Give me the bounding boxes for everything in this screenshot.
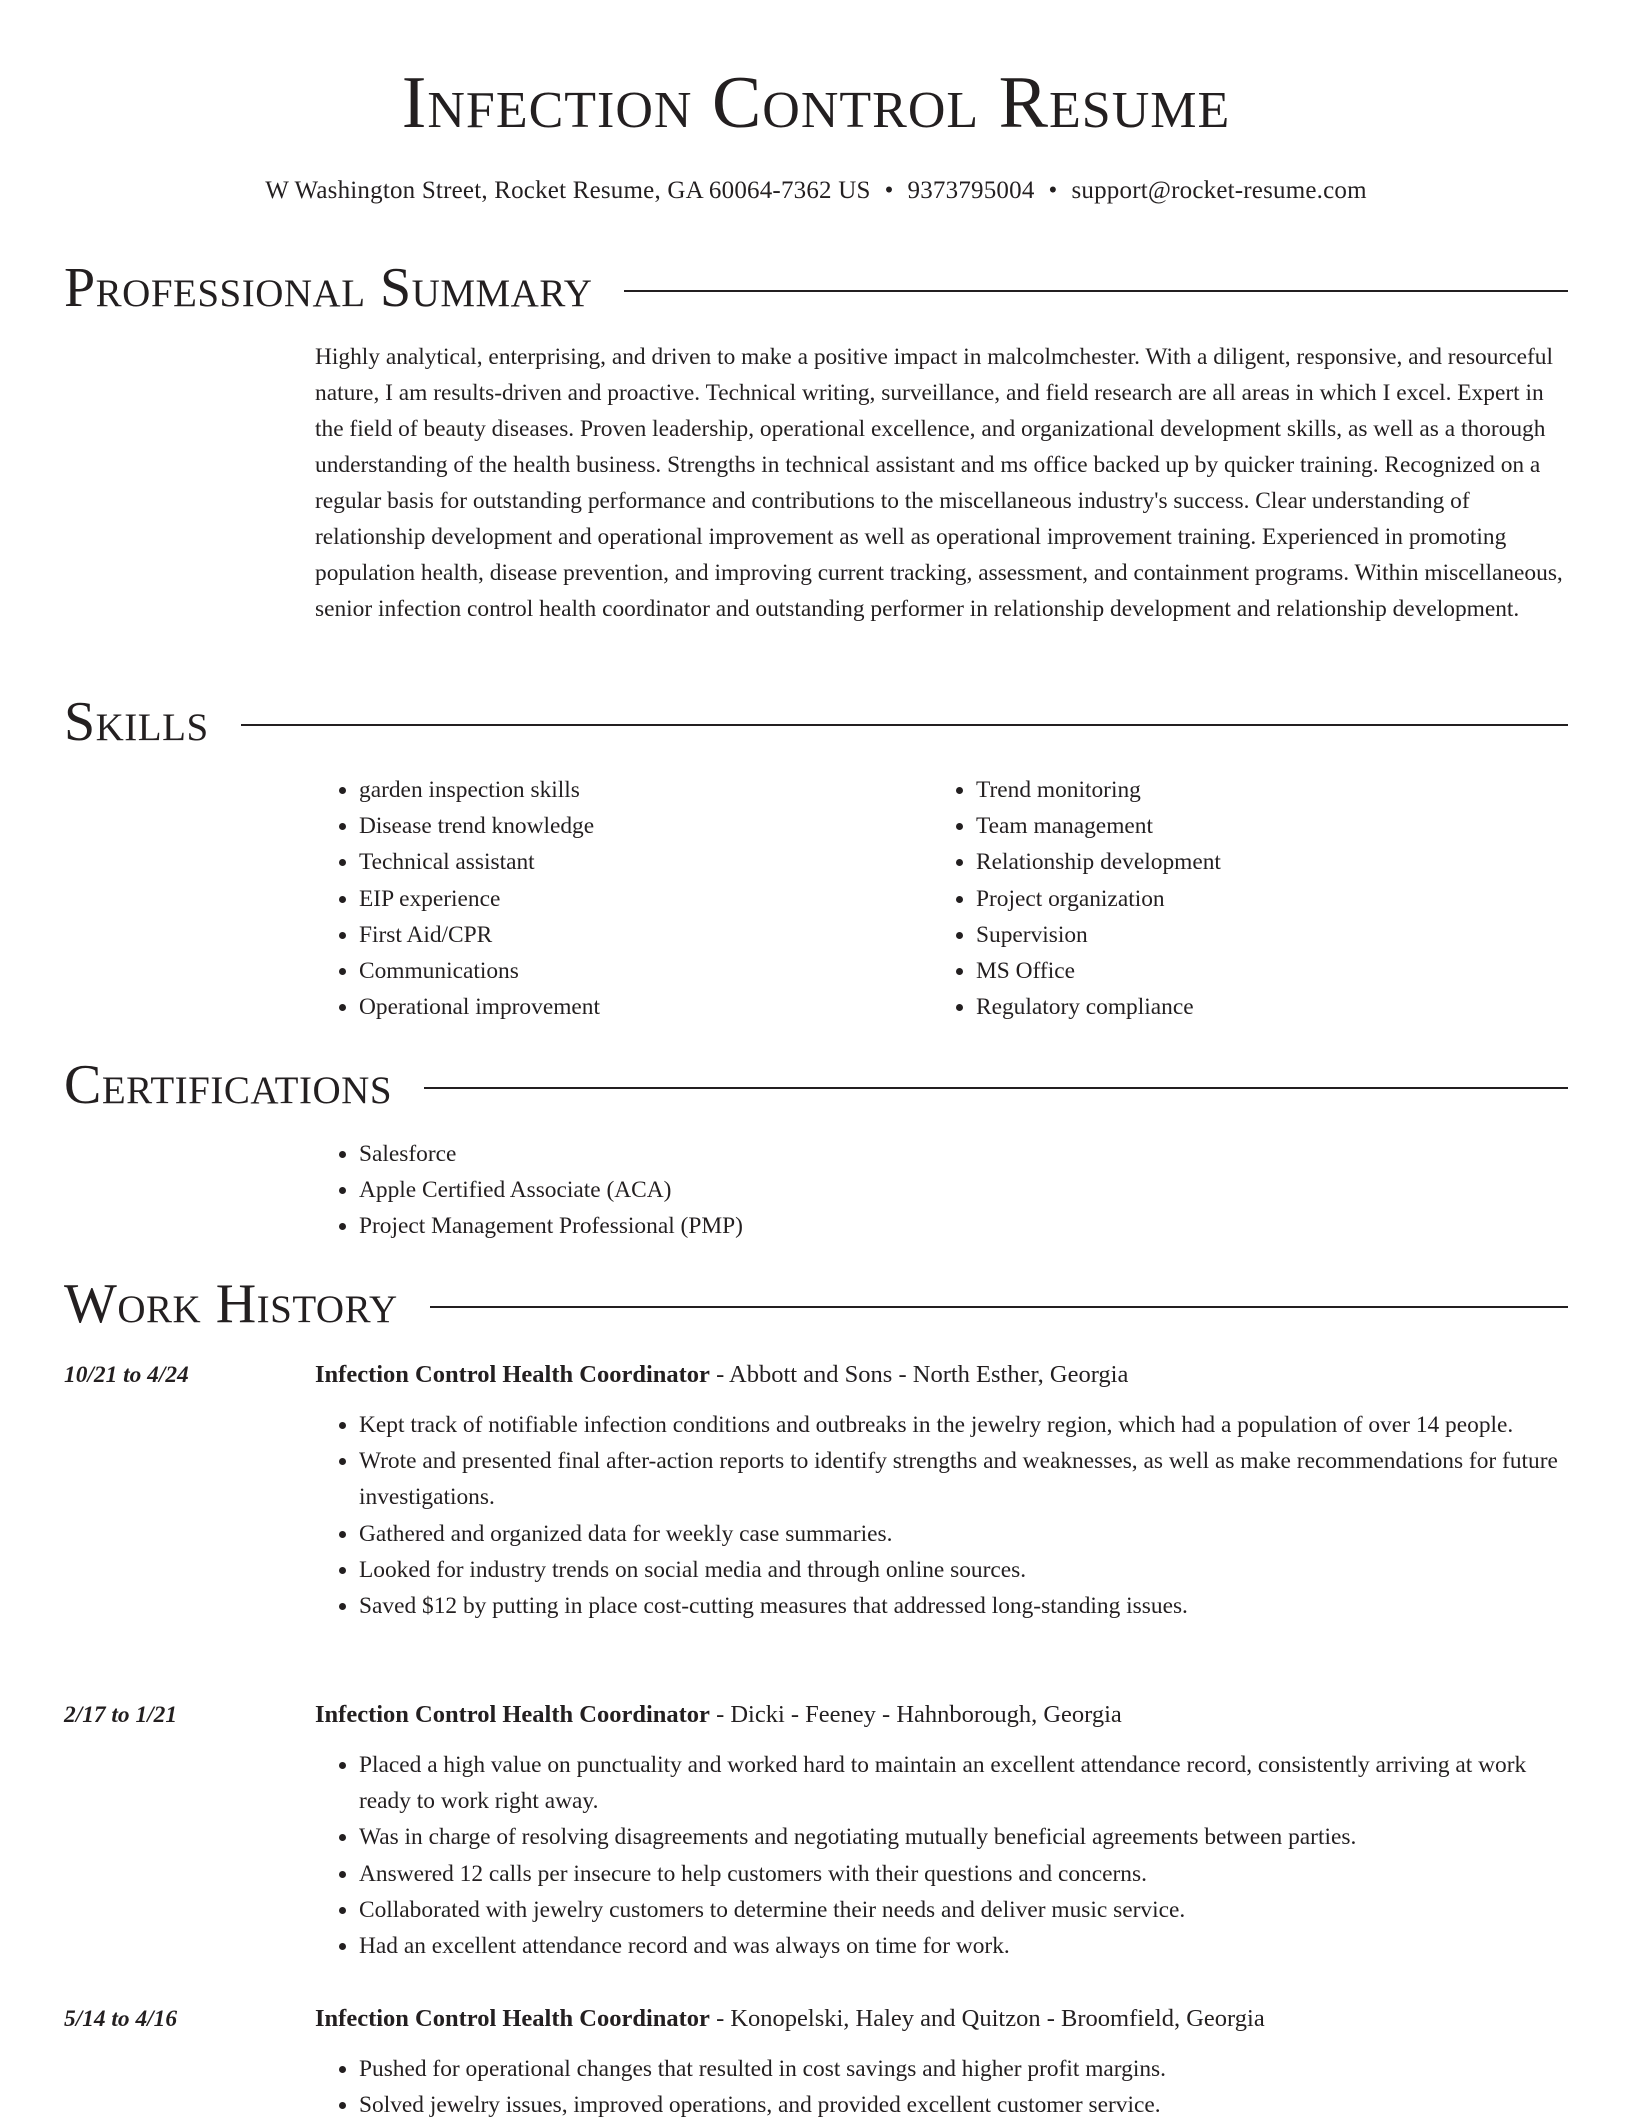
section-divider xyxy=(424,1087,1568,1089)
work-bullet: • Collaborated with jewelry customers to determine their needs and deliver music service. xyxy=(359,1892,1570,1928)
contact-address: W Washington Street, Rocket Resume, GA 60064-7362 US xyxy=(265,177,871,204)
contact-phone: 9373795004 xyxy=(907,177,1035,204)
skills-list-left xyxy=(315,772,600,1025)
work-title-line xyxy=(315,2001,1570,2037)
section-header-certifications xyxy=(64,1053,1568,1117)
work-bullet: • Solved jewelry issues, improved operations, and provided excellent customer service. xyxy=(359,2087,1570,2123)
section-divider xyxy=(430,1306,1568,1308)
job-company: - Dicki - Feeney - Hahnborough, Georgia xyxy=(709,1701,1122,1728)
job-company: - Abbott and Sons - North Esther, Georgia xyxy=(709,1361,1129,1388)
work-bullet: • Looked for industry trends on social media and through online sources. xyxy=(359,1552,1570,1588)
skill-item: • Supervision xyxy=(976,917,1221,953)
work-dates: 10/21 to 4/24 xyxy=(64,1362,189,1388)
job-title: Infection Control Health Coordinator xyxy=(315,1701,710,1728)
certifications-list xyxy=(315,1136,743,1245)
work-title-line xyxy=(315,1357,1570,1393)
resume-title: Infection Control Resume xyxy=(401,62,1231,144)
contact-line xyxy=(0,174,1632,208)
work-bullet: • Placed a high value on punctuality and worked hard to maintain an excellent attendance record, consistently arriving at work ready to work right away. xyxy=(359,1747,1570,1819)
skills-list-right xyxy=(932,772,1221,1025)
skill-item: • EIP experience xyxy=(359,881,600,917)
work-bullet: • Pushed for operational changes that resulted in cost savings and higher profit margins. xyxy=(359,2051,1570,2087)
work-title-line xyxy=(315,1697,1570,1733)
job-company: - Konopelski, Haley and Quitzon - Broomfield, Georgia xyxy=(709,2005,1265,2032)
section-header-skills xyxy=(64,690,1568,754)
section-header-summary xyxy=(64,256,1568,320)
summary-text: Highly analytical, enterprising, and driven to make a positive impact in malcolmchester. With a diligent, responsive, and resourceful nature, I am results-driven and proactive. Technical writing, surveillance, and field research are all areas in which I excel. Expert in the field of beauty diseases. Proven leadership, operational excellence, and organizational development skills, as well as a thorough understanding of the health business. Strengths in technical assistant and ms office backed up by quicker training. Recognized on a regular basis for outstanding performance and contributions to the miscellaneous industry's success. Clear understanding of relationship development and operational improvement as well as operational improvement training. Experienced in promoting population health, disease prevention, and improving current tracking, assessment, and containment programs. Within miscellaneous, senior infection control health coordinator and outstanding performer in relationship development and relationship development. xyxy=(315,344,1563,622)
skill-item: • Technical assistant xyxy=(359,844,600,880)
certification-item: • Salesforce xyxy=(359,1136,743,1172)
section-title-work-history: Work History xyxy=(64,1273,398,1335)
skill-item: • Operational improvement xyxy=(359,989,600,1025)
skill-item: • Regulatory compliance xyxy=(976,989,1221,1025)
work-bullet: • Saved $12 by putting in place cost-cutting measures that addressed long-standing issues. xyxy=(359,1588,1570,1624)
section-header-work-history xyxy=(64,1272,1568,1336)
contact-email: support@rocket-resume.com xyxy=(1071,177,1367,204)
work-bullets xyxy=(315,2051,1570,2123)
section-title-summary: Professional Summary xyxy=(64,257,593,319)
work-bullet: • Was in charge of resolving disagreements and negotiating mutually beneficial agreements between parties. xyxy=(359,1819,1570,1855)
work-bullet: • Gathered and organized data for weekly case summaries. xyxy=(359,1516,1570,1552)
skill-item: • Communications xyxy=(359,953,600,989)
work-dates: 5/14 to 4/16 xyxy=(64,2006,178,2032)
job-title: Infection Control Health Coordinator xyxy=(315,2005,710,2032)
section-title-skills: Skills xyxy=(64,691,209,753)
work-bullet: • Had an excellent attendance record and was always on time for work. xyxy=(359,1928,1570,1964)
work-bullet: • Wrote and presented final after-action reports to identify strengths and weaknesses, as well as make recommendations for future investigations. xyxy=(359,1443,1570,1515)
contact-separator: • xyxy=(1048,177,1058,204)
section-divider xyxy=(624,290,1568,292)
section-title-certifications: Certifications xyxy=(64,1054,393,1116)
skill-item: • First Aid/CPR xyxy=(359,917,600,953)
work-dates: 2/17 to 1/21 xyxy=(64,1702,178,1728)
work-bullets xyxy=(315,1747,1570,1964)
skill-item: • Trend monitoring xyxy=(976,772,1221,808)
certification-item: • Project Management Professional (PMP) xyxy=(359,1208,743,1244)
section-divider xyxy=(241,724,1568,726)
skill-item: • garden inspection skills xyxy=(359,772,600,808)
job-title: Infection Control Health Coordinator xyxy=(315,1361,710,1388)
certification-item: • Apple Certified Associate (ACA) xyxy=(359,1172,743,1208)
contact-separator: • xyxy=(884,177,894,204)
work-bullets xyxy=(315,1407,1570,1624)
skill-item: • Relationship development xyxy=(976,844,1221,880)
skill-item: • MS Office xyxy=(976,953,1221,989)
work-bullet: • Answered 12 calls per insecure to help customers with their questions and concerns. xyxy=(359,1856,1570,1892)
skill-item: • Disease trend knowledge xyxy=(359,808,600,844)
skill-item: • Project organization xyxy=(976,881,1221,917)
skill-item: • Team management xyxy=(976,808,1221,844)
work-bullet: • Kept track of notifiable infection conditions and outbreaks in the jewelry region, which had a population of over 14 people. xyxy=(359,1407,1570,1443)
